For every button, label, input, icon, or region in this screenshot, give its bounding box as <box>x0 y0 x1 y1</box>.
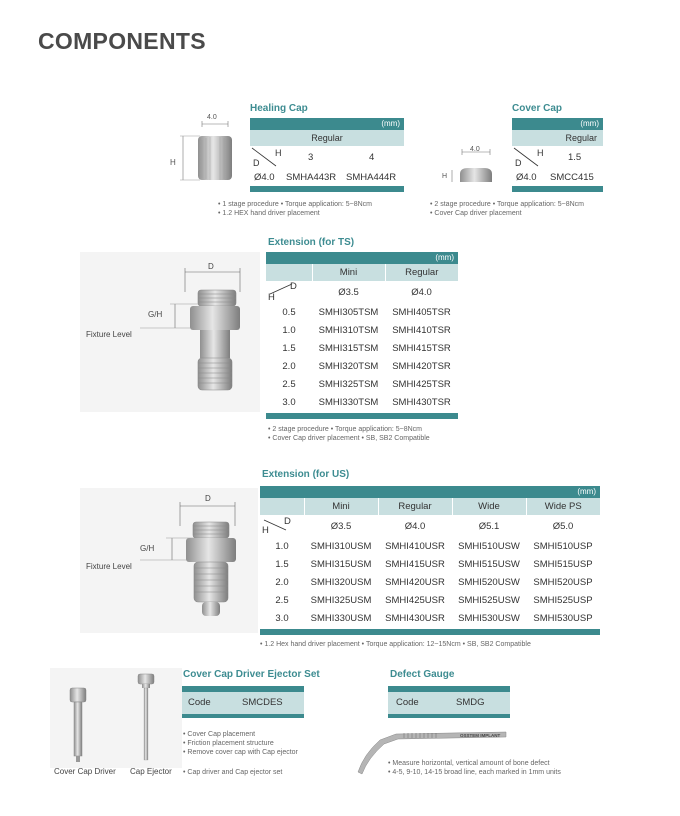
healing-cap-d-label: D <box>253 158 260 168</box>
defect-gauge-code-box <box>388 686 510 718</box>
extension-ts-code: SMHI425TSR <box>392 378 451 390</box>
extension-us-height: 3.0 <box>275 612 289 624</box>
defect-gauge-section <box>356 664 616 784</box>
ejector-label-ejector: Cap Ejector <box>130 767 172 776</box>
cover-cap-section <box>430 100 640 220</box>
extension-us-row <box>260 591 600 609</box>
extension-us-illustration <box>80 488 258 633</box>
extension-ts-col-regular: Regular <box>385 264 458 281</box>
extension-us-table <box>260 486 600 635</box>
healing-cap-h-3: 3 <box>308 152 314 163</box>
extension-ts-h-label: H <box>268 292 275 303</box>
extension-us-height: 2.5 <box>275 594 289 606</box>
extension-us-code: SMHI310USM <box>310 540 372 552</box>
cover-cap-dim-top: 4.0 <box>470 146 480 153</box>
ejector-set-code-row <box>182 692 304 714</box>
extension-us-code: SMHI530USW <box>458 612 520 624</box>
ejector-note-2: • Friction placement structure <box>183 740 274 747</box>
healing-cap-unit: (mm) <box>250 118 404 130</box>
healing-cap-section <box>170 100 420 220</box>
healing-cap-h-4: 4 <box>369 152 375 163</box>
cover-cap-title: Cover Cap <box>512 103 563 114</box>
extension-us-col-wide-ps: Wide PS <box>526 498 600 515</box>
cover-cap-table <box>512 118 603 192</box>
ejector-set-illustration <box>50 668 182 768</box>
cover-cap-d-value: Ø4.0 <box>516 172 537 183</box>
ejector-set-title: Cover Cap Driver Ejector Set <box>183 669 320 680</box>
cover-cap-note-2: • Cover Cap driver placement <box>430 210 522 217</box>
extension-us-code: SMHI510USP <box>533 540 593 552</box>
extension-us-code: SMHI510USW <box>458 540 520 552</box>
extension-us-code: SMHI320USM <box>310 576 372 588</box>
extension-us-d-label: D <box>284 516 291 527</box>
defect-gauge-code-row <box>388 692 510 714</box>
extension-ts-dim-d: D <box>208 262 214 271</box>
extension-us-dim-gh: G/H <box>140 544 155 553</box>
extension-us-col-wide: Wide <box>452 498 526 515</box>
ejector-set-section <box>50 664 350 784</box>
cover-cap-header: Regular <box>512 130 603 146</box>
extension-us-code: SMHI330USM <box>310 612 372 624</box>
extension-ts-code: SMHI305TSM <box>318 306 379 318</box>
ejector-note-1: • Cover Cap placement <box>183 731 256 738</box>
cover-cap-h-value: 1.5 <box>568 152 582 163</box>
extension-ts-code: SMHI430TSR <box>392 396 451 408</box>
extension-us-code: SMHI525USP <box>533 594 593 606</box>
healing-cap-note-2: • 1.2 HEX hand driver placement <box>218 210 320 217</box>
extension-ts-diam-regular: Ø4.0 <box>411 286 432 298</box>
extension-ts-code: SMHI320TSM <box>318 360 379 372</box>
extension-us-note-1: • 1.2 Hex hand driver placement • Torque application: 12~15Ncm • SB, SB2 Compatible <box>260 641 531 648</box>
extension-us-row <box>260 573 600 591</box>
extension-us-unit: (mm) <box>260 486 600 498</box>
defect-gauge-title: Defect Gauge <box>390 669 455 680</box>
healing-cap-illustration <box>180 118 250 188</box>
extension-us-diam-wide-ps: Ø5.0 <box>552 520 574 532</box>
extension-ts-row <box>266 321 458 339</box>
extension-ts-col-mini: Mini <box>312 264 385 281</box>
extension-ts-height: 1.5 <box>282 342 296 354</box>
extension-ts-d-label: D <box>290 281 297 292</box>
extension-ts-code: SMHI420TSR <box>392 360 451 372</box>
extension-us-height: 2.0 <box>275 576 289 588</box>
extension-ts-height: 2.0 <box>282 360 296 372</box>
extension-ts-code: SMHI405TSR <box>392 306 451 318</box>
extension-ts-code: SMHI415TSR <box>392 342 451 354</box>
extension-us-height: 1.0 <box>275 540 289 552</box>
extension-us-col-regular: Regular <box>378 498 452 515</box>
extension-us-fixture-level: Fixture Level <box>86 562 132 571</box>
defect-gauge-code-label: Code <box>396 697 419 708</box>
ejector-note-4: • Cap driver and Cap ejector set <box>183 769 283 776</box>
defect-gauge-note-1: • Measure horizontal, vertical amount of bone defect <box>388 760 550 767</box>
extension-ts-height: 2.5 <box>282 378 296 390</box>
extension-us-section <box>80 464 620 654</box>
extension-us-title: Extension (for US) <box>262 469 350 480</box>
extension-ts-height: 0.5 <box>282 306 296 318</box>
extension-us-row <box>260 537 600 555</box>
extension-ts-row <box>266 357 458 375</box>
healing-cap-d-value: Ø4.0 <box>254 172 275 183</box>
extension-us-code: SMHI520USW <box>458 576 520 588</box>
extension-us-code: SMHI410USR <box>385 540 445 552</box>
ejector-set-code-label: Code <box>188 697 211 708</box>
cover-cap-code: SMCC415 <box>550 172 594 183</box>
defect-gauge-brand: OSSTEM IMPLANT <box>460 733 501 738</box>
extension-us-code: SMHI420USR <box>385 576 445 588</box>
extension-us-code: SMHI520USP <box>533 576 593 588</box>
cover-cap-dim-side: H <box>442 173 448 180</box>
extension-us-code: SMHI525USW <box>458 594 520 606</box>
extension-ts-code: SMHI325TSM <box>318 378 379 390</box>
extension-ts-unit: (mm) <box>266 252 458 264</box>
extension-us-code: SMHI430USR <box>385 612 445 624</box>
cover-cap-d-label: D <box>515 158 522 168</box>
extension-us-row <box>260 609 600 627</box>
extension-us-code: SMHI415USR <box>385 558 445 570</box>
extension-us-code: SMHI425USR <box>385 594 445 606</box>
cover-cap-note-1: • 2 stage procedure • Torque application: 5~8Ncm <box>430 201 585 208</box>
extension-ts-row <box>266 339 458 357</box>
extension-ts-code: SMHI330TSM <box>318 396 379 408</box>
extension-ts-height: 1.0 <box>282 324 296 336</box>
healing-cap-code-2: SMHA444R <box>346 172 397 183</box>
extension-ts-table <box>266 252 458 419</box>
extension-us-code: SMHI530USP <box>533 612 593 624</box>
extension-ts-row <box>266 375 458 393</box>
extension-ts-note-1: • 2 stage procedure • Torque application: 5~8Ncm <box>268 426 423 433</box>
extension-ts-diam-mini: Ø3.5 <box>338 286 359 298</box>
extension-ts-fixture-level: Fixture Level <box>86 330 132 339</box>
healing-cap-note-1: • 1 stage procedure • Torque application: 5~8Ncm <box>218 201 373 208</box>
extension-us-code: SMHI315USM <box>310 558 372 570</box>
extension-ts-row <box>266 303 458 321</box>
ejector-label-driver: Cover Cap Driver <box>54 767 116 776</box>
extension-ts-code: SMHI410TSR <box>392 324 451 336</box>
extension-us-code: SMHI515USW <box>458 558 520 570</box>
extension-ts-note-2: • Cover Cap driver placement • SB, SB2 Compatible <box>268 435 430 442</box>
ejector-set-code: SMCDES <box>242 697 283 708</box>
extension-ts-dim-gh: G/H <box>148 310 163 319</box>
extension-ts-code: SMHI310TSM <box>318 324 379 336</box>
extension-us-diam-wide: Ø5.1 <box>478 520 500 532</box>
defect-gauge-note-2: • 4-5, 9-10, 14-15 broad line, each marked in 1mm units <box>388 769 561 776</box>
extension-ts-title: Extension (for TS) <box>268 237 355 248</box>
healing-cap-h-label: H <box>275 148 282 158</box>
page-title: COMPONENTS <box>38 28 206 54</box>
extension-ts-height: 3.0 <box>282 396 296 408</box>
extension-us-row <box>260 555 600 573</box>
extension-ts-code: SMHI315TSM <box>318 342 379 354</box>
healing-cap-dim-top: 4.0 <box>207 114 217 121</box>
extension-us-diam-mini: Ø3.5 <box>330 520 352 532</box>
extension-us-h-label: H <box>262 525 269 536</box>
extension-ts-row <box>266 393 458 411</box>
extension-us-height: 1.5 <box>275 558 289 570</box>
cover-cap-unit: (mm) <box>512 118 603 130</box>
healing-cap-header: Regular <box>250 130 404 146</box>
healing-cap-table <box>250 118 404 192</box>
healing-cap-code-1: SMHA443R <box>286 172 337 183</box>
extension-ts-section <box>80 232 480 447</box>
extension-us-diam-regular: Ø4.0 <box>404 520 426 532</box>
extension-us-code: SMHI515USP <box>533 558 593 570</box>
ejector-note-3: • Remove cover cap with Cap ejector <box>183 749 298 756</box>
ejector-set-code-box <box>182 686 304 718</box>
extension-us-code: SMHI325USM <box>310 594 372 606</box>
cover-cap-h-label: H <box>537 148 544 158</box>
healing-cap-title: Healing Cap <box>250 103 308 114</box>
extension-us-col-mini: Mini <box>304 498 378 515</box>
extension-us-dim-d: D <box>205 494 211 503</box>
defect-gauge-code: SMDG <box>456 697 485 708</box>
healing-cap-dim-side: H <box>170 158 176 167</box>
